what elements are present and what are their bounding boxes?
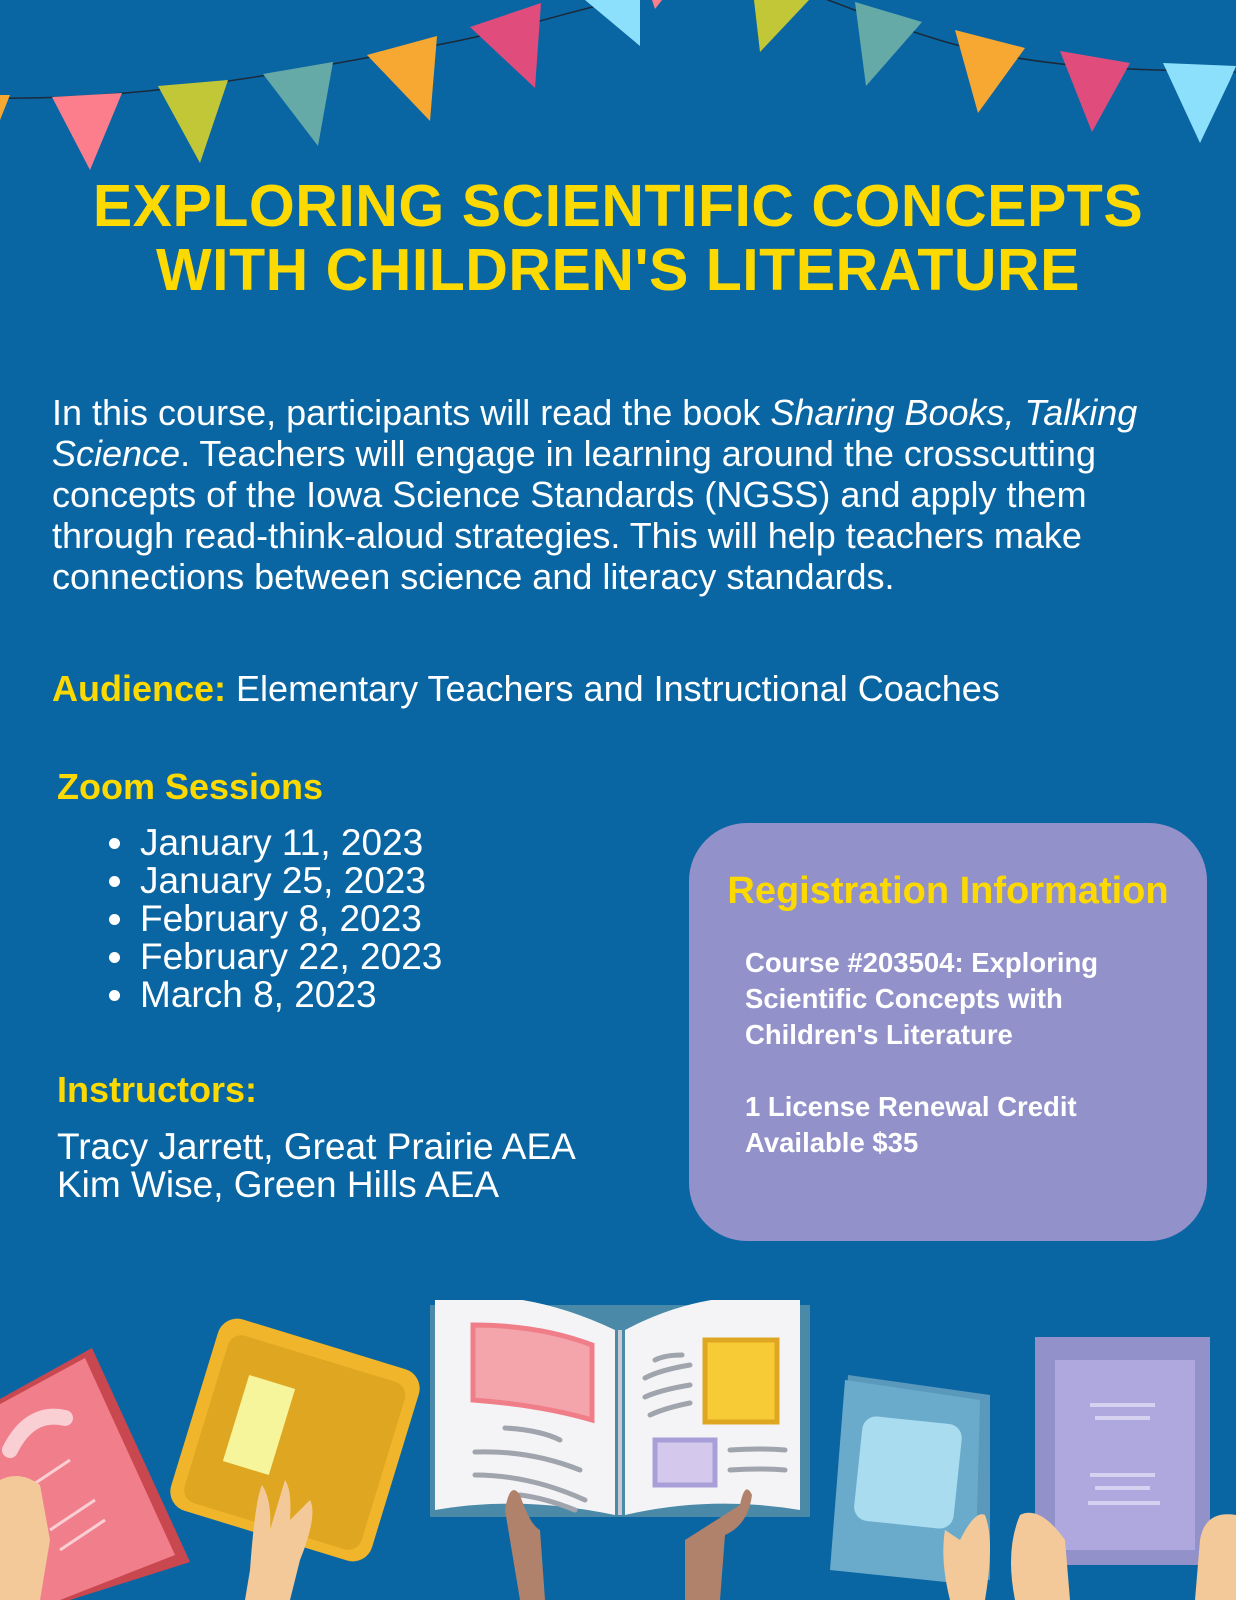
bunting-flags-decoration (0, 0, 1236, 180)
flag (1060, 51, 1130, 132)
flag (263, 62, 333, 146)
zoom-sessions-heading: Zoom Sessions (57, 766, 324, 807)
flag (1163, 63, 1236, 143)
instructors-heading: Instructors: (57, 1069, 258, 1110)
flag (754, 0, 809, 52)
credit-info: 1 License Renewal Credit Available $35 (745, 1091, 1077, 1158)
flag (158, 80, 228, 163)
purple-book-icon (1035, 1337, 1210, 1565)
open-book-icon (430, 1300, 810, 1517)
book-title: Sharing Books, Talking Science (52, 392, 1138, 474)
flag (367, 36, 437, 121)
session-date: • February 8, 2023 (138, 900, 442, 938)
instructor: Kim Wise, Green Hills AEA (57, 1164, 500, 1205)
session-date: • March 8, 2023 (138, 976, 442, 1014)
registration-card (689, 823, 1207, 1241)
instructor: Tracy Jarrett, Great Prairie AEA (57, 1126, 576, 1167)
course-description (52, 392, 1202, 597)
flag (955, 30, 1025, 113)
page-title: EXPLORING SCIENTIFIC CONCEPTS WITH CHILDREN'S LITERATURE (92, 173, 1144, 303)
audience-value: Elementary Teachers and Instructional Coaches (236, 668, 1000, 709)
session-dates-list (108, 824, 442, 1014)
course-info (745, 945, 1165, 1053)
instructors-list (57, 1128, 576, 1204)
session-date: • January 25, 2023 (138, 862, 442, 900)
registration-details (745, 945, 1165, 1197)
audience-line (52, 668, 1000, 709)
course-name: : Exploring Scientific Concepts with Children's Literature (745, 947, 1099, 1050)
flag (470, 3, 541, 88)
flag (855, 2, 922, 86)
session-date: • February 22, 2023 (138, 938, 442, 976)
course-number: Course #203504 (745, 947, 955, 978)
session-date: • January 11, 2023 (138, 824, 442, 862)
description-start: In this course, participants will read the book (52, 392, 771, 433)
flag (652, 0, 662, 9)
flag (52, 93, 122, 170)
description-end: . Teachers will engage in learning around the crosscutting concepts of the Iowa Science Standards (NGSS) and apply them through read-think-aloud strategies. This will help teachers make connections between science and literacy standards. (52, 433, 1096, 597)
flag (0, 95, 10, 120)
audience-label: Audience: (52, 668, 227, 709)
flag (585, 0, 640, 46)
registration-heading: Registration Information (727, 870, 1169, 912)
books-illustration (0, 1300, 1236, 1600)
